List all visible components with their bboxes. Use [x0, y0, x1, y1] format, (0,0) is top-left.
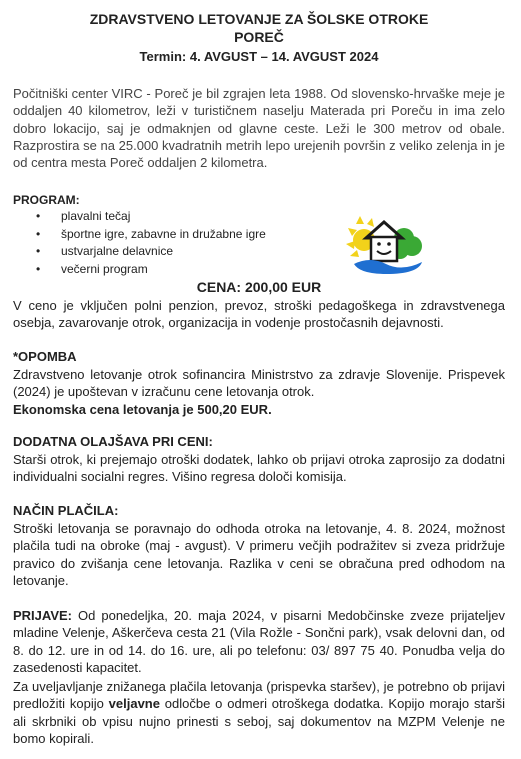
price-includes-text: V ceno je vključen polni penzion, prevoz, stroški pedagoškega in zdravstvenega osebja, zavarovanje otrok, organizacija in vodenje prostočasnih dejavnosti.: [13, 298, 505, 331]
program-heading: PROGRAM:: [13, 193, 80, 207]
price: CENA: 200,00 EUR: [196, 279, 322, 295]
payment-heading: NAČIN PLAČILA:: [13, 503, 119, 518]
applications-label: PRIJAVE:: [13, 608, 72, 623]
sun-house-smiley-logo-icon: [346, 212, 426, 278]
note-heading: *OPOMBA: [13, 349, 77, 364]
applications-text: Od ponedeljka, 20. maja 2024, v pisarni Medobčinske zveze prijateljev mladine Velenje, Aškerčeva cesta 21 (Vila Rožle - Sončni park), vsak delovni dan, od 8. do 12. ure in od 14. do 16. ure, ali po telefonu: 03/ 897 75 40. Ponudba velja do zasedenosti kapacitet.: [13, 608, 505, 675]
economic-price: Ekonomska cena letovanja je 500,20 EUR.: [13, 401, 272, 417]
list-item: • večerni program: [36, 261, 148, 276]
list-item: • plavalni tečaj: [36, 209, 131, 223]
applications-paragraph: [13, 607, 505, 676]
valid-word: veljavne: [108, 696, 160, 712]
payment-text: Stroški letovanja se poravnajo do odhoda otroka na letovanje, 4. 8. 2024, možnost plačila tudi na obroke (maj - avgust). V primeru večjih podražitev si zveza pridržuje pravico do zvišanja cene letovanja. Razlika v ceni se obračuna pred odhodom na letovanje.: [13, 521, 505, 588]
document-title: ZDRAVSTVENO LETOVANJE ZA ŠOLSKE OTROKE: [89, 11, 429, 27]
applications-extra-paragraph: Za uveljavljanje znižanega plačila letovanja (prispevka staršev), je potrebno ob prijavi predložiti kopijo veljavne odločbe o odmeri otroškega dodatka. Kopijo morajo starši ali skrbniki ob vpisu nujno prinesti s seboj, saj dokumentov na MZPM Velenje ne bomo kopirali.: [13, 679, 506, 746]
list-item: • športne igre, zabavne in družabne igre: [36, 226, 266, 241]
discount-text: Starši otrok, ki prejemajo otroški dodatek, lahko ob prijavi otroka zaprosijo za dodatni individualni socialni regres. Višino regresa določi komisija.: [13, 452, 505, 485]
document-location: POREČ: [234, 29, 284, 45]
discount-heading: DODATNA OLAJŠAVA PRI CENI:: [13, 434, 213, 449]
note-text: Zdravstveno letovanje otrok sofinancira Ministrstvo za zdravje Slovenije. Prispevek (2024) je upoštevan v izračunu cene letovanja otrok.: [13, 367, 505, 400]
document-dates: Termin: 4. AVGUST – 14. AVGUST 2024: [139, 49, 379, 64]
intro-paragraph: Počitniški center VIRC - Poreč je bil zgrajen leta 1988. Od slovensko-hrvaške meje je oddaljen 40 kilometrov, leži v turističnem naselju Materada pri Poreču in ima zelo dobro lokacijo, saj je odmaknjen od glavne ceste. Leži le 300 metrov od obale. Razprostira se na 25.000 kvadratnih metrih lepo urejenih površin z veliko zelenja in je od centra mesta Poreč oddaljen 2 kilometra.: [13, 86, 505, 171]
note-section: [13, 366, 505, 418]
list-item: • ustvarjalne delavnice: [36, 244, 174, 259]
program-list: [13, 208, 266, 278]
